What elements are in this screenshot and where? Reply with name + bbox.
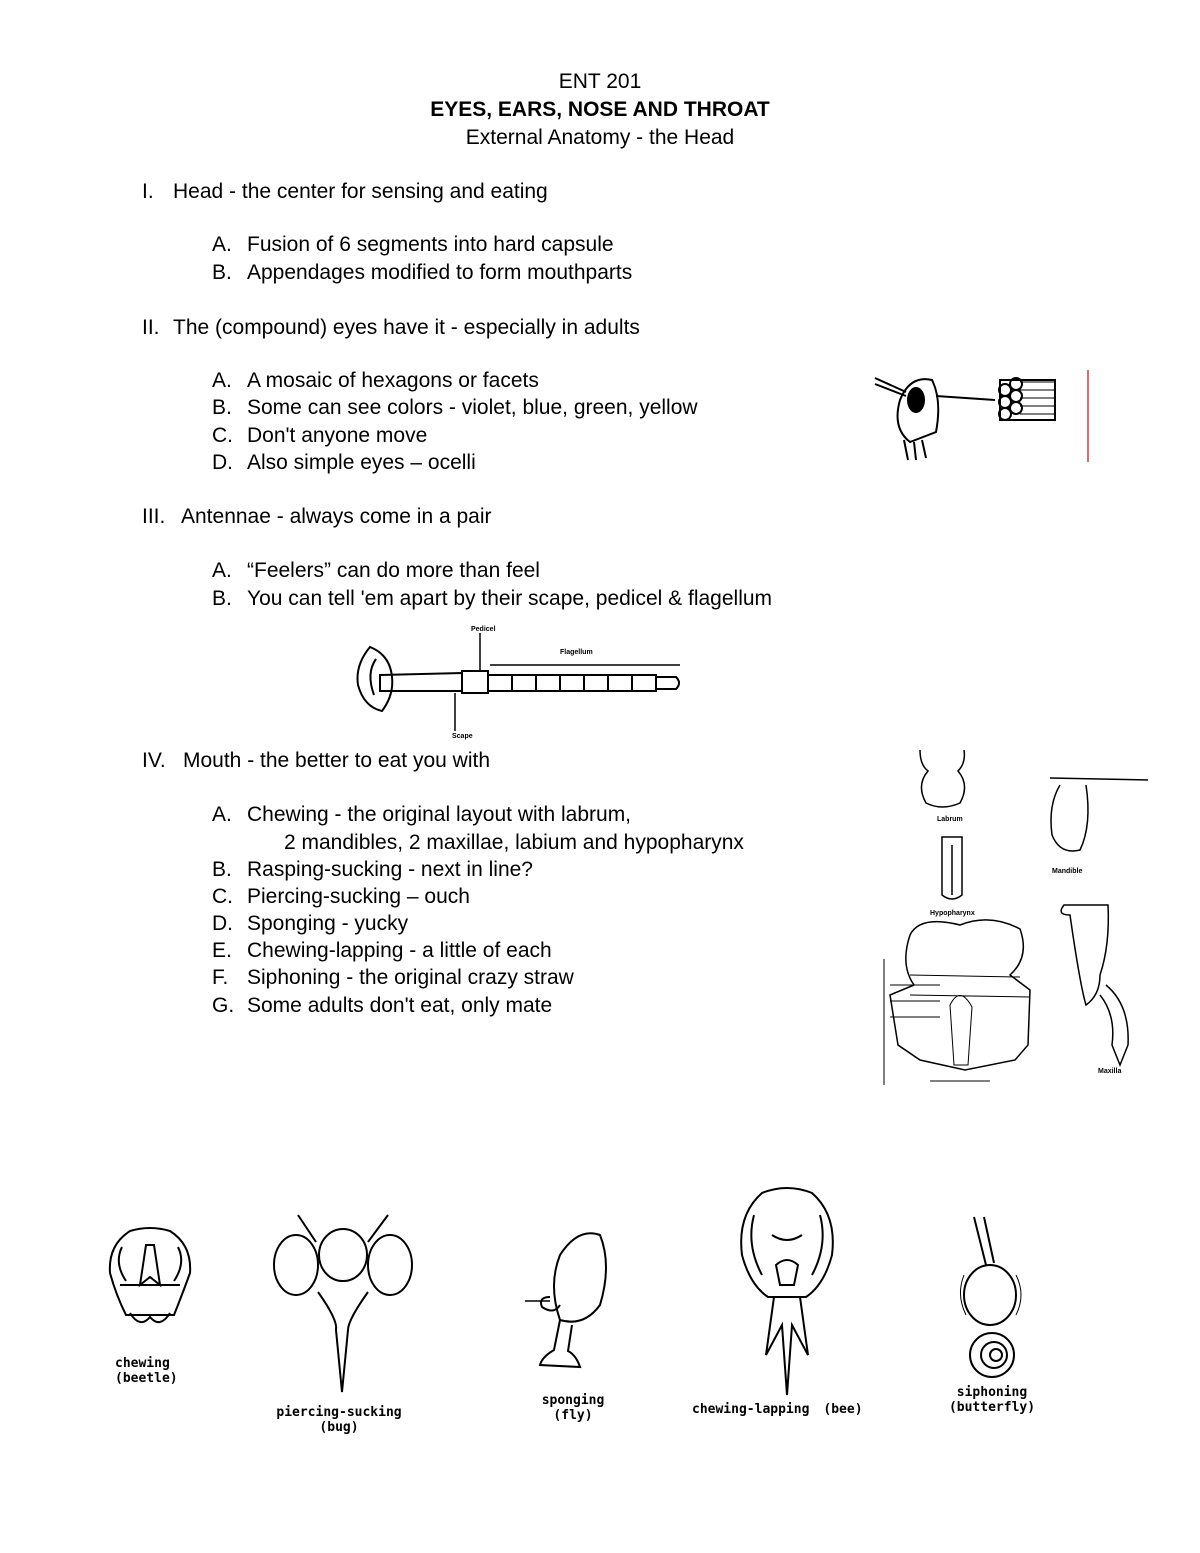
section-heading (142, 180, 548, 204)
mouth-type-example: (fly) (553, 1408, 593, 1423)
chewing-lapping-head-illustration (732, 1185, 842, 1400)
item-marker: A. (212, 369, 232, 392)
item-marker: C. (212, 424, 233, 447)
mouth-type-example: (bee) (823, 1402, 863, 1417)
item-marker: E. (212, 939, 232, 962)
list-item (212, 369, 539, 393)
list-item (212, 939, 552, 963)
section-heading (142, 749, 490, 773)
item-marker: A. (212, 559, 232, 582)
section-numeral: III. (142, 505, 166, 528)
mandible-label: Mandible (1052, 868, 1083, 875)
section-numeral: IV. (142, 749, 166, 772)
list-item (212, 559, 540, 583)
list-item (212, 858, 533, 882)
item-marker: A. (212, 803, 232, 826)
mouth-type-example: (bug) (319, 1420, 359, 1435)
list-item (212, 994, 552, 1018)
item-marker: D. (212, 912, 233, 935)
hypopharynx-label: Hypopharynx (930, 910, 975, 917)
item-text: Rasping-sucking - next in line? (247, 858, 533, 881)
section-title: The (compound) eyes have it - especially in adults (173, 316, 640, 339)
pedicel-label: Pedicel (471, 626, 496, 633)
section-title: Mouth - the better to eat you with (183, 749, 491, 772)
item-text: Chewing - the original layout with labrum, (247, 803, 632, 826)
mouth-type-label (692, 1402, 863, 1417)
list-item (212, 803, 631, 827)
page-title: EYES, EARS, NOSE AND THROAT (430, 98, 770, 121)
item-text: Siphoning - the original crazy straw (247, 966, 574, 989)
list-item (212, 396, 698, 420)
mouth-type-name: siphoning (956, 1385, 1028, 1400)
labrum-label: Labrum (937, 816, 963, 823)
chewing-head-illustration (100, 1225, 200, 1345)
siphoning-head-illustration (950, 1215, 1035, 1385)
antenna-illustration (350, 625, 690, 740)
item-text: Piercing-sucking – ouch (247, 885, 470, 908)
item-marker: C. (212, 885, 233, 908)
mouth-type-name: sponging (541, 1393, 605, 1408)
list-item (212, 233, 614, 257)
item-text: A mosaic of hexagons or facets (247, 369, 539, 392)
mouthparts-illustration (880, 745, 1150, 1095)
mouth-type-label (946, 1385, 1038, 1415)
mouth-type-label (276, 1405, 402, 1435)
mouth-type-name: piercing-sucking (276, 1405, 402, 1420)
item-text: Fusion of 6 segments into hard capsule (247, 233, 614, 256)
mouth-type-name: chewing-lapping (692, 1402, 810, 1417)
mouth-type-name: chewing (115, 1356, 170, 1371)
list-item-continuation: 2 mandibles, 2 maxillae, labium and hypopharynx (284, 831, 744, 854)
section-heading (142, 316, 640, 340)
item-text: Don't anyone move (247, 424, 428, 447)
list-item (212, 261, 632, 285)
item-marker: F. (212, 966, 229, 989)
item-marker: G. (212, 994, 235, 1017)
item-text: Some adults don't eat, only mate (247, 994, 553, 1017)
page-subtitle: External Anatomy - the Head (465, 126, 735, 149)
item-text: Appendages modified to form mouthparts (247, 261, 633, 284)
item-text: Some can see colors - violet, blue, green, yellow (247, 396, 698, 419)
item-marker: B. (212, 858, 232, 881)
item-text: Chewing-lapping - a little of each (247, 939, 552, 962)
sponging-head-illustration (520, 1225, 620, 1375)
item-text: Sponging - yucky (247, 912, 409, 935)
item-marker: B. (212, 261, 232, 284)
scape-label: Scape (452, 733, 473, 740)
list-item (212, 451, 476, 475)
item-text: Also simple eyes – ocelli (247, 451, 476, 474)
course-code: ENT 201 (558, 70, 642, 93)
mouth-type-example: (butterfly) (948, 1400, 1036, 1415)
mouth-type-label (528, 1393, 618, 1423)
flagellum-label: Flagellum (560, 649, 593, 656)
item-marker: A. (212, 233, 232, 256)
list-item (212, 587, 772, 611)
item-text: You can tell 'em apart by their scape, pedicel & flagellum (247, 587, 773, 610)
list-item (212, 966, 574, 990)
item-marker: D. (212, 451, 233, 474)
section-title: Head - the center for sensing and eating (173, 180, 548, 203)
list-item (212, 912, 408, 936)
section-numeral: II. (142, 316, 160, 339)
section-numeral: I. (142, 180, 154, 203)
item-marker: B. (212, 587, 232, 610)
section-heading (142, 505, 492, 529)
mouth-type-example: (beetle) (115, 1371, 178, 1386)
mouth-type-label (115, 1356, 178, 1386)
list-item (212, 885, 470, 909)
section-title: Antennae - always come in a pair (181, 505, 492, 528)
compound-eye-illustration (870, 370, 1095, 465)
item-marker: B. (212, 396, 232, 419)
list-item (212, 424, 427, 448)
item-text: “Feelers” can do more than feel (247, 559, 540, 582)
maxilla-label: Maxilla (1098, 1068, 1122, 1075)
piercing-sucking-head-illustration (268, 1210, 418, 1395)
